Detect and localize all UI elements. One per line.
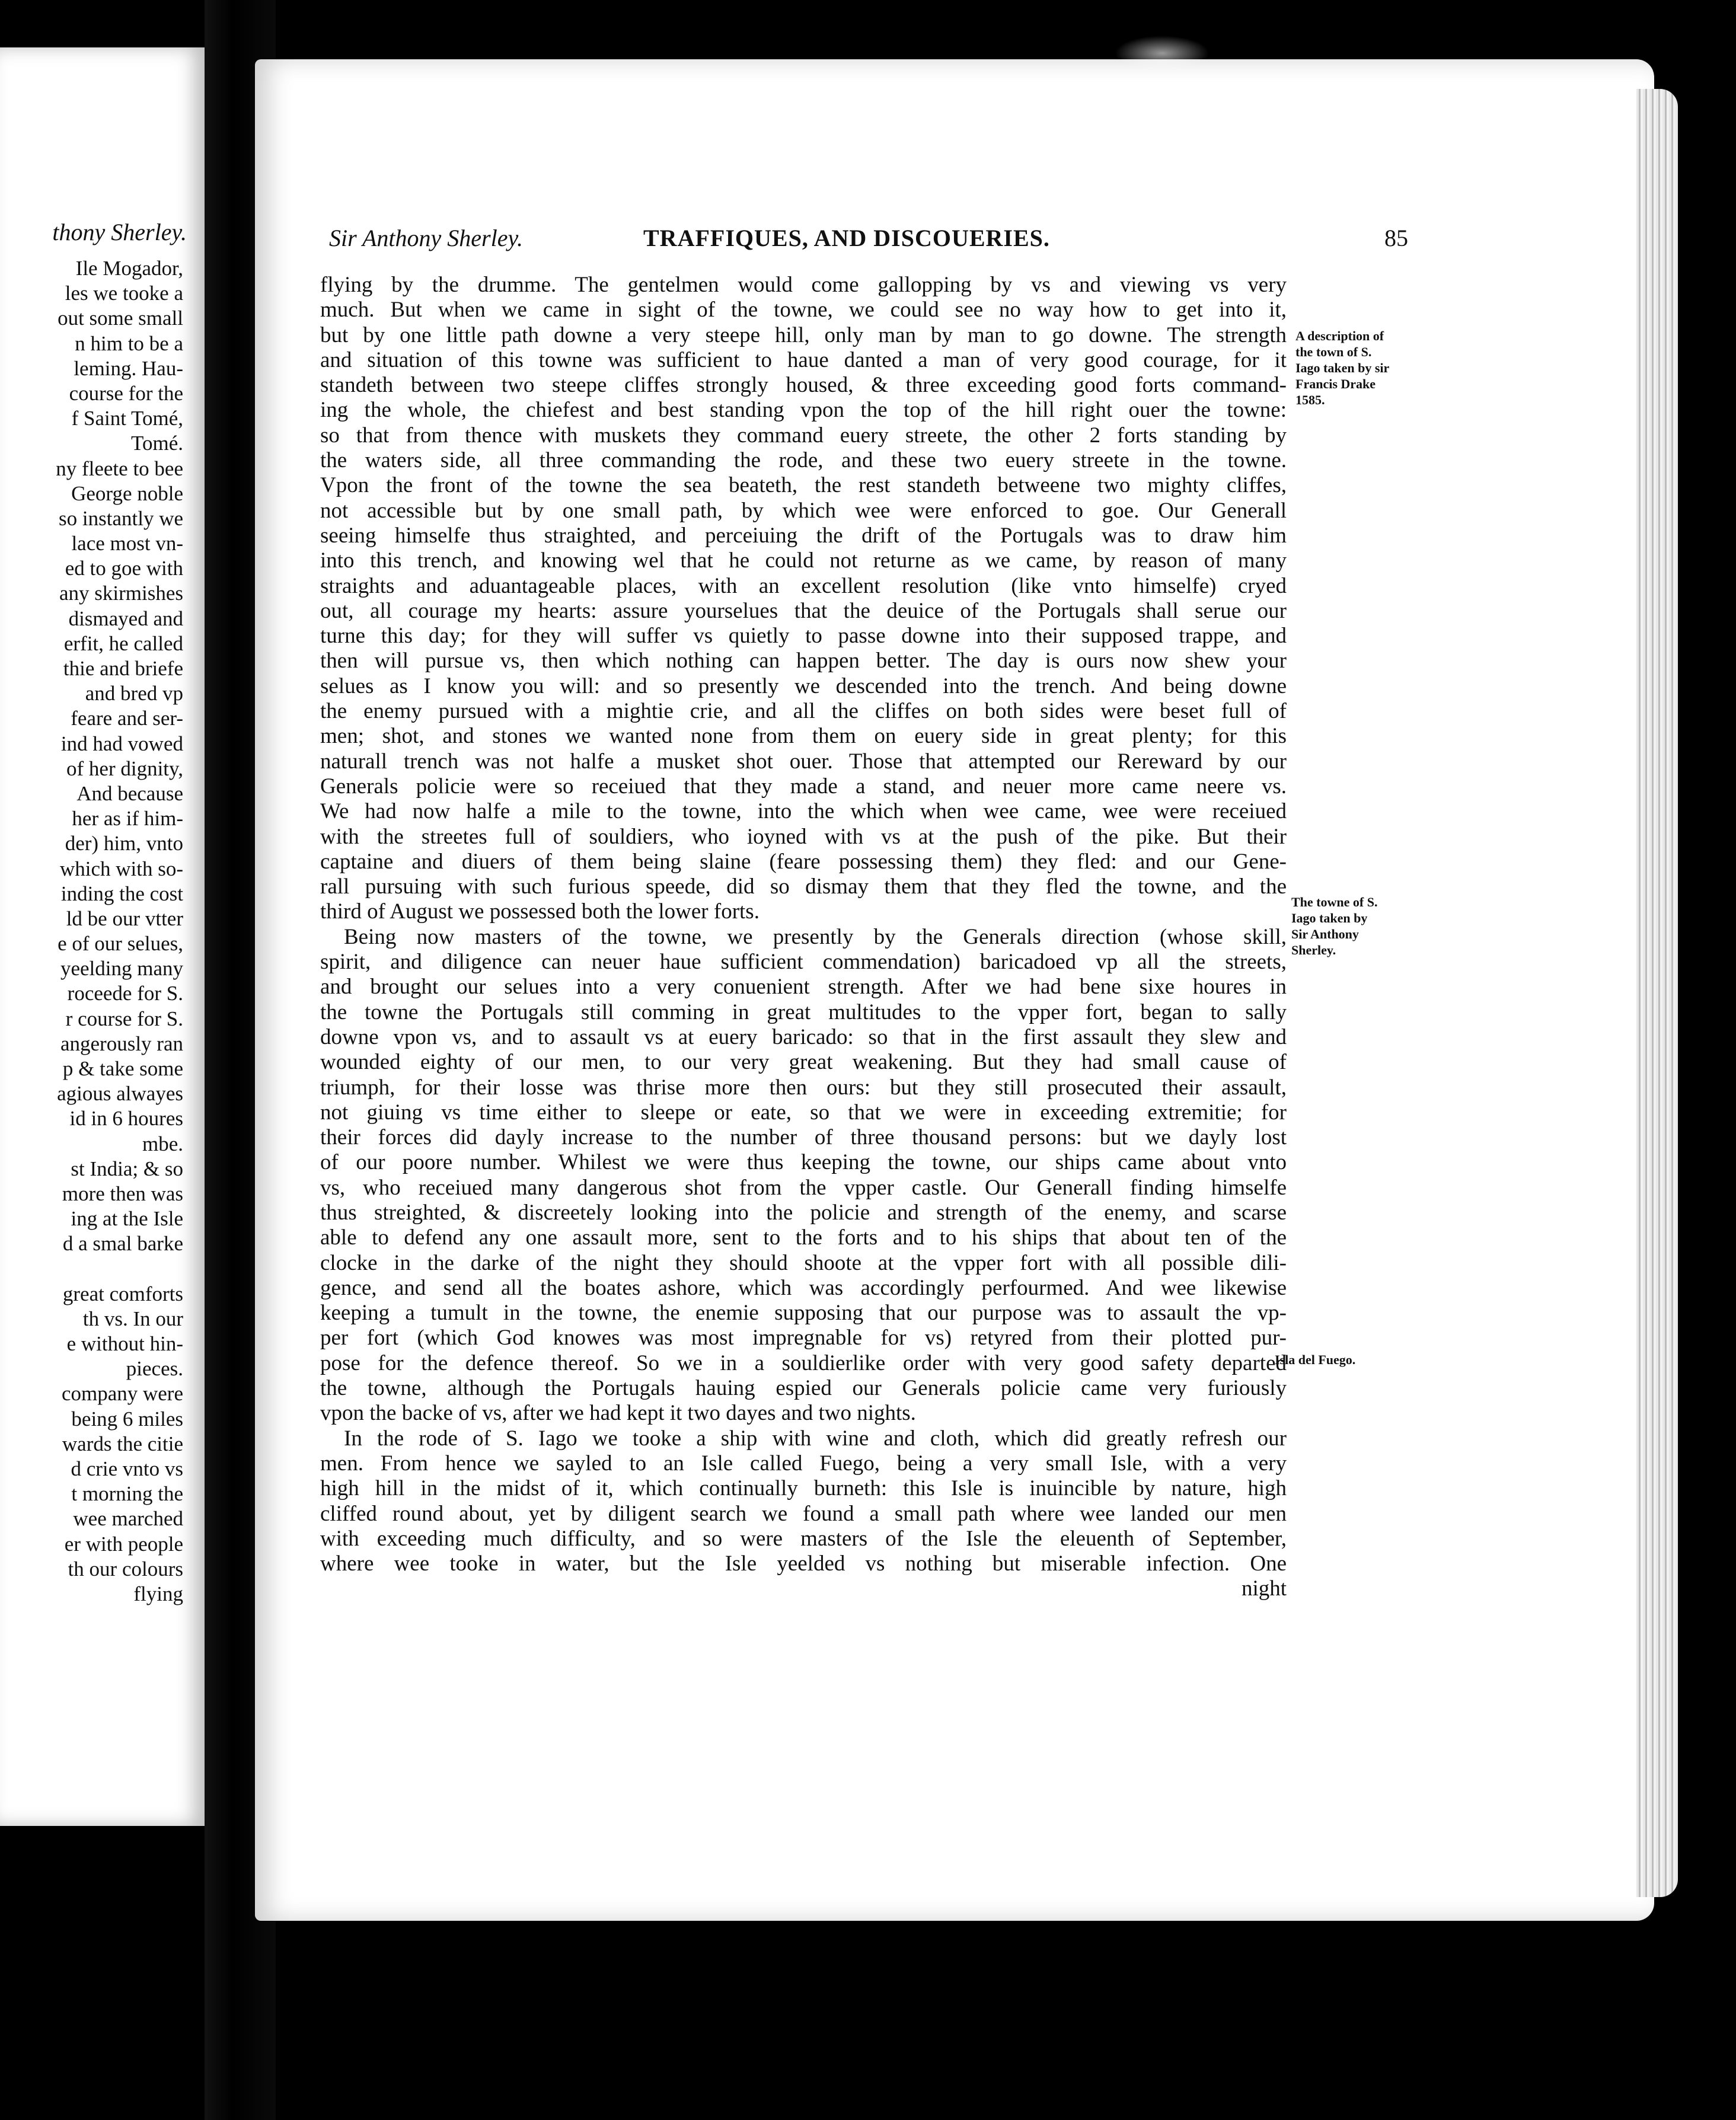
facing-page-line: t morning the <box>71 1482 183 1506</box>
facing-page-line: being 6 miles <box>71 1407 183 1431</box>
marginal-note-line: Francis Drake <box>1295 376 1376 391</box>
text-line: high hill in the midst of it, which continually burneth: this Isle is inuincible by nature, high <box>320 1476 1287 1501</box>
text-line: with exceeding much difficulty, and so were masters of the Isle the eleuenth of September, <box>320 1526 1287 1551</box>
facing-page-line: wards the citie <box>62 1432 183 1455</box>
text-line: the towne, although the Portugals hauing espied our Generals policie came very furiously <box>320 1376 1287 1401</box>
marginal-note-line: 1585. <box>1295 392 1325 407</box>
facing-page-line: angerously ran <box>60 1032 183 1055</box>
facing-page-line: yeelding many <box>60 957 183 981</box>
facing-page-line: Ile Mogador, <box>75 257 183 280</box>
text-line: turne this day; for they will suffer vs quietly to passe downe into their supposed trappe, and <box>320 624 1287 649</box>
running-head <box>329 224 1408 257</box>
text-line: where wee tooke in water, but the Isle yeelded vs nothing but miserable infection. One <box>320 1551 1287 1576</box>
facing-page-line: erfit, he called <box>63 631 183 655</box>
text-line: Generals policie were so receiued that they made a stand, and neuer more came neere vs. <box>320 774 1287 799</box>
facing-page-line: and bred vp <box>85 682 183 705</box>
text-line: In the rode of S. Iago we tooke a ship with wine and cloth, which did greatly refresh our <box>344 1426 1287 1451</box>
page-number: 85 <box>1384 225 1408 251</box>
facing-page-line: roceede for S. <box>67 982 183 1005</box>
facing-page-line: course for the <box>69 381 183 405</box>
text-line: clocke in the darke of the night they should shoote at the vpper fort with all possible dili- <box>320 1250 1287 1275</box>
facing-page-line: And because <box>76 781 183 805</box>
text-line: but by one little path downe a very steepe hill, only man by man to go downe. The strength <box>320 323 1287 347</box>
facing-page-line: any skirmishes <box>59 582 183 605</box>
text-line: straights and aduantageable places, with an excellent resolution (like vnto himselfe) cryed <box>320 573 1287 598</box>
text-line: and brought our selues into a very conuenient strength. After we had bene sixe houres in <box>320 975 1287 1000</box>
facing-page-line: thie and briefe <box>63 657 183 680</box>
text-line: with the streetes full of souldiers, who ioyned with vs at the push of the pike. But their <box>320 824 1287 849</box>
text-line: standeth between two steepe cliffes strongly housed, & three exceeding good forts command- <box>320 373 1287 398</box>
text-line: spirit, and diligence can neuer haue sufficient commendation) baricadoed vp all the streets, <box>320 950 1287 975</box>
marginal-note-towne-taken <box>1291 894 1377 958</box>
text-line: We had now halfe a mile to the towne, into the which when wee came, wee were receiued <box>320 799 1287 824</box>
text-line: vs, who receiued many dangerous shot from the vpper castle. Our Generall finding himselfe <box>320 1175 1287 1200</box>
text-line: cliffed round about, yet by diligent search we found a small path where wee landed our men <box>320 1501 1287 1526</box>
text-line: thus streighted, & discreetely looking into the policie and strength of the enemy, and scarse <box>320 1200 1287 1225</box>
text-line: men. From hence we sayled to an Isle called Fuego, being a very small Isle, with a very <box>320 1451 1287 1476</box>
text-line: and situation of this towne was sufficient to haue danted a man of very good courage, for it <box>320 347 1287 372</box>
facing-page-line: lace most vn- <box>71 532 183 555</box>
text-line: triumph, for their losse was thrise more then ours: but they still prosecuted their assault, <box>320 1075 1287 1100</box>
text-line: keeping a tumult in the towne, the enemie supposing that our purpose was to assault the vp- <box>320 1301 1287 1326</box>
text-line: men; shot, and stones we wanted none from them on euery side in great plenty; for this <box>320 724 1287 749</box>
text-line: pose for the defence thereof. So we in a souldierlike order with very good safety departed <box>320 1350 1287 1375</box>
facing-page-line: pieces. <box>126 1357 183 1381</box>
text-line: not giuing vs time either to sleepe or eate, so that we were in exceeding extremitie; for <box>320 1100 1287 1125</box>
facing-page-line: Tomé. <box>131 432 183 455</box>
text-line: night <box>1241 1576 1287 1601</box>
body-text <box>320 273 1287 1602</box>
facing-page-line: er with people <box>64 1532 183 1556</box>
facing-page-line: which with so- <box>59 857 183 880</box>
facing-page-line: f Saint Tomé, <box>71 407 183 430</box>
facing-page-line: ing at the Isle <box>71 1207 183 1231</box>
facing-page-line: mbe. <box>142 1132 183 1155</box>
text-line: ing the whole, the chiefest and best standing vpon the top of the hill right ouer the towne: <box>320 398 1287 423</box>
marginal-note-line: the town of S. <box>1295 344 1372 359</box>
facing-page-line: more then was <box>62 1182 183 1205</box>
marginal-note-line: A description of <box>1295 328 1384 343</box>
page-top-blemish <box>1115 36 1210 71</box>
facing-page-line: her as if him- <box>72 807 183 831</box>
facing-page-line: inding the cost <box>60 882 183 905</box>
text-line: of our poore number. Whilest we were thus keeping the towne, our ships came about vnto <box>320 1150 1287 1175</box>
text-line: out, all courage my hearts: assure yourselues that the deuice of the Portugals shall serue our <box>320 598 1287 623</box>
marginal-note-description <box>1295 328 1389 408</box>
text-line: not accessible but by one small path, by which wee were enforced to goe. Our Generall <box>320 498 1287 523</box>
text-line: rall pursuing with such furious speede, did so dismay them that they fled the towne, and the <box>320 874 1287 899</box>
text-line: so that from thence with muskets they command euery streete, the other 2 forts standing by <box>320 423 1287 448</box>
text-line: downe vpon vs, and to assault vs at euery baricado: so that in the first assault they slew and <box>320 1024 1287 1049</box>
facing-page-line: out some small <box>58 306 183 330</box>
facing-page-line: e without hin- <box>66 1332 183 1356</box>
marginal-note-line: Isla del Fuego. <box>1275 1352 1356 1367</box>
facing-page-line: d a smal barke <box>62 1232 183 1256</box>
facing-page-line: of her dignity, <box>66 756 183 780</box>
text-line: their forces did dayly increase to the number of three thousand persons: but we dayly lost <box>320 1125 1287 1150</box>
text-line: into this trench, and knowing wel that he could not returne as we came, by reason of many <box>320 548 1287 573</box>
facing-page-line: d crie vnto vs <box>71 1457 183 1480</box>
text-line: selues as I know you will: and so presently we descended into the trench. And being downe <box>320 673 1287 698</box>
text-line: third of August we possessed both the lower forts. <box>320 899 760 924</box>
text-line: flying by the drumme. The gentelmen would come gallopping by vs and viewing vs very <box>320 273 1287 297</box>
facing-page-line: r course for S. <box>65 1007 183 1030</box>
text-line: wounded eighty of our men, to our very great weakening. But they had small cause of <box>320 1050 1287 1075</box>
facing-page-line: ind had vowed <box>60 732 183 755</box>
text-line: naturall trench was not halfe a musket shot ouer. Those that attempted our Rereward by our <box>320 749 1287 774</box>
text-line: then will pursue vs, then which nothing can happen better. The day is ours now shew your <box>320 649 1287 673</box>
facing-page-line: th vs. In our <box>82 1307 183 1330</box>
facing-page-line: n him to be a <box>75 331 183 355</box>
facing-page-line: feare and ser- <box>71 707 183 730</box>
text-line: captaine and diuers of them being slaine (feare possessing them) they fled: and our Gene- <box>320 849 1287 874</box>
text-line: per fort (which God knowes was most impregnable for vs) retyred from their plotted pur- <box>320 1326 1287 1350</box>
text-line: vpon the backe of vs, after we had kept it two dayes and two nights. <box>320 1401 916 1426</box>
marginal-note-line: The towne of S. <box>1291 895 1378 909</box>
facing-page-line: id in 6 houres <box>69 1107 183 1131</box>
facing-page-line: leming. Hau- <box>74 356 183 380</box>
marginal-note-line: Sherley. <box>1291 943 1336 957</box>
text-line: Being now masters of the towne, we presently by the Generals direction (whose skill, <box>344 924 1287 949</box>
marginal-note-line: Iago taken by <box>1291 911 1368 925</box>
facing-page-line: e of our selues, <box>58 932 183 956</box>
facing-page-line: great comforts <box>62 1282 183 1305</box>
text-line: Vpon the front of the towne the sea beateth, the rest standeth betweene two mighty cliffes, <box>320 473 1287 498</box>
facing-page-line: th our colours <box>68 1557 183 1581</box>
facing-page-line: ed to goe with <box>65 557 183 580</box>
facing-page-line: flying <box>133 1582 183 1605</box>
facing-page-line: company were <box>61 1382 183 1406</box>
text-line: able to defend any one assault more, sent to the forts and to his ships that about ten of the <box>320 1225 1287 1250</box>
facing-page-line: ny fleete to bee <box>56 456 183 480</box>
facing-page-line: st India; & so <box>71 1157 183 1180</box>
facing-page-line: der) him, vnto <box>65 832 183 855</box>
text-line: the waters side, all three commanding the rode, and these two euery streete in the towne. <box>320 448 1287 473</box>
facing-page-line: agious alwayes <box>57 1082 183 1106</box>
running-head-author: Sir Anthony Sherley. <box>329 225 523 251</box>
marginal-note-line: Iago taken by sir <box>1295 360 1390 375</box>
text-line: the enemy pursued with a mightie crie, and all the cliffes on both sides were beset full of <box>320 699 1287 724</box>
text-line: the towne the Portugals still comming in great multitudes to the vpper fort, began to sally <box>320 1000 1287 1024</box>
facing-page-line: dismayed and <box>68 606 183 630</box>
facing-page-text <box>0 256 183 1607</box>
running-head-title: TRAFFIQUES, AND DISCOUERIES. <box>643 225 1050 251</box>
text-line: seeing himselfe thus straighted, and perceiuing the drift of the Portugals was to draw him <box>320 523 1287 548</box>
marginal-note-line: Sir Anthony <box>1291 927 1359 941</box>
facing-page-line <box>0 1257 183 1282</box>
text-line: gence, and send all the boates ashore, which was accordingly perfourmed. And wee likewise <box>320 1275 1287 1300</box>
facing-page-fragment <box>0 47 205 1826</box>
facing-page-line: George noble <box>71 481 183 505</box>
facing-page-line: p & take some <box>62 1057 183 1080</box>
marginal-note-fuego <box>1275 1352 1355 1368</box>
facing-page-line: so instantly we <box>59 506 183 530</box>
text-line: much. But when we came in sight of the towne, we could see no way how to get into it, <box>320 298 1287 323</box>
facing-page-line: ld be our vtter <box>66 906 183 930</box>
facing-page-line: les we tooke a <box>65 282 183 305</box>
facing-page-line: wee marched <box>73 1507 183 1531</box>
page-edges <box>1636 89 1678 1897</box>
facing-page-running-head: thony Sherley. <box>52 219 187 245</box>
